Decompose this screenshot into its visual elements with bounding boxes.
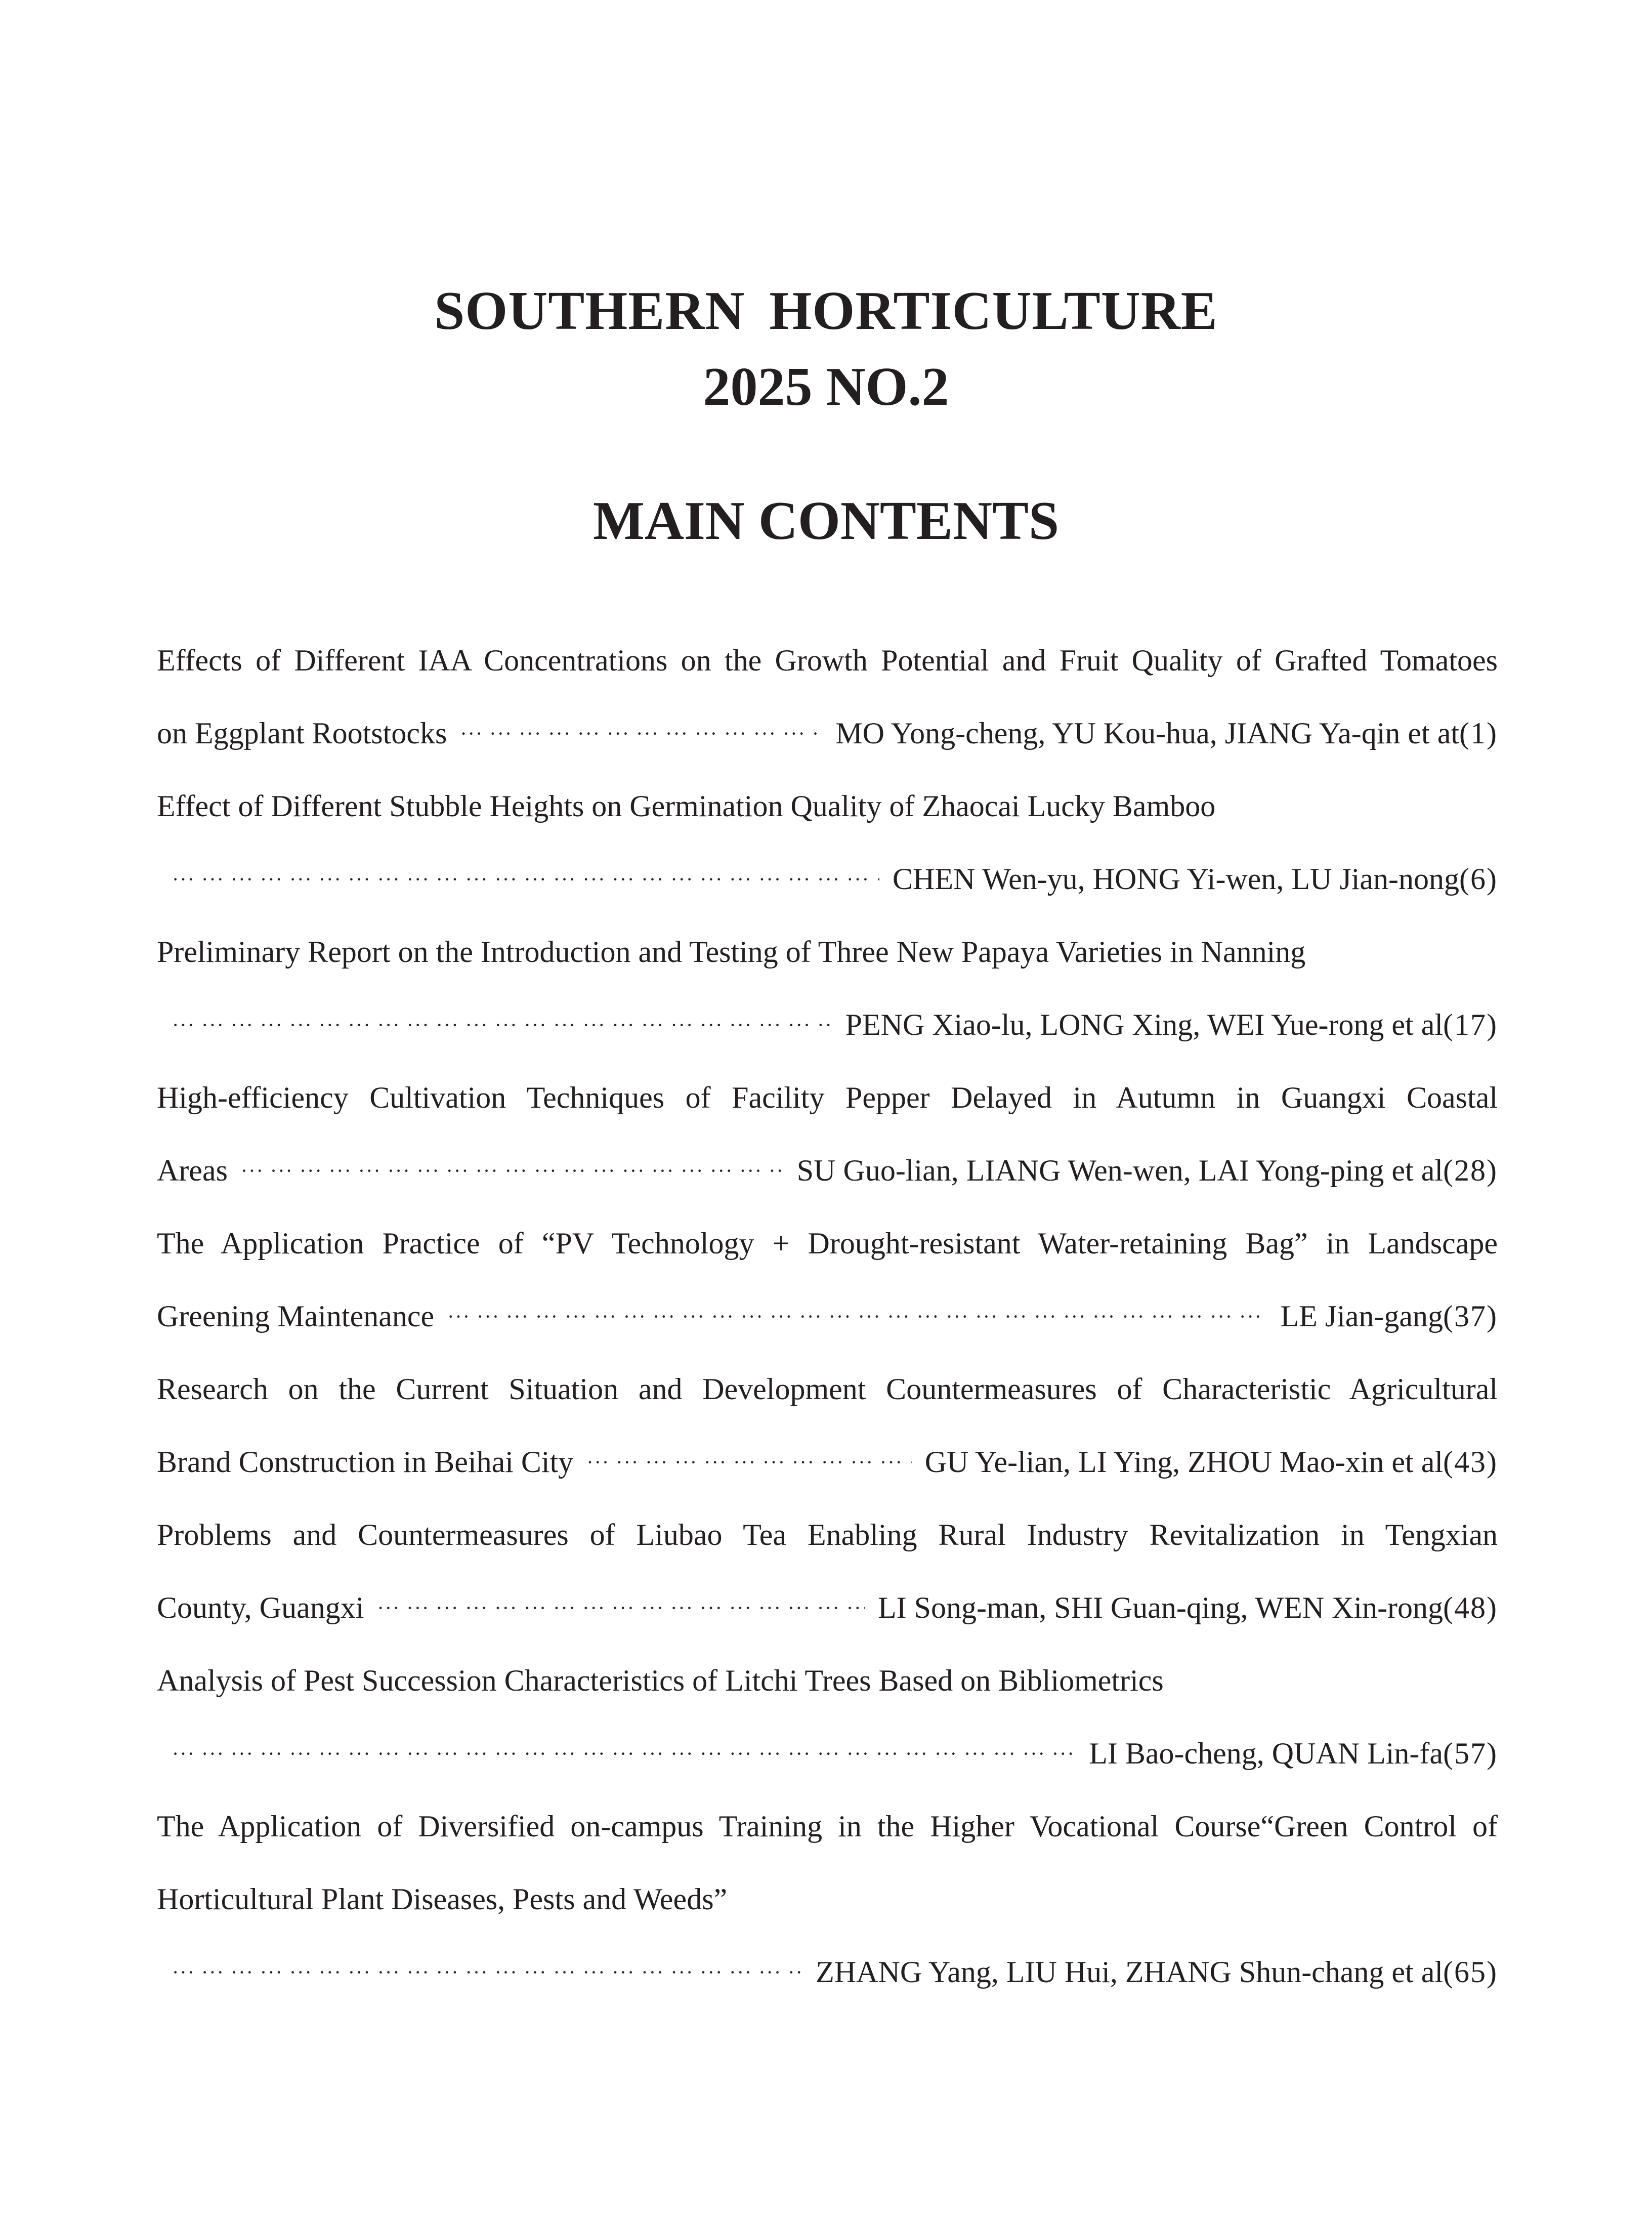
entry-title-line: Horticultural Plant Diseases, Pests and Weeds” (157, 1882, 728, 1916)
toc-entry-byline (157, 1947, 1498, 2020)
table-of-contents (157, 635, 1498, 2020)
entry-page: (17) (1443, 1008, 1498, 1041)
toc-entry-byline (157, 1582, 1498, 1655)
dot-leader (172, 1729, 1076, 1779)
entry-page: (6) (1459, 862, 1498, 896)
entry-title-line: High-efficiency Cultivation Techniques of Facility Pepper Delayed in Autumn in Guangxi Coastal (157, 1081, 1498, 1114)
toc-entry-title (157, 1655, 1498, 1728)
toc-entry-byline (157, 854, 1498, 927)
dot-leader (241, 1146, 784, 1196)
contents-heading: MAIN CONTENTS (592, 491, 1060, 551)
entry-title-line: The Application of Diversified on-campus Training in the Higher Vocational Course“Green Control of (157, 1810, 1498, 1843)
dot-leader (586, 1437, 911, 1488)
entry-title-line: Problems and Countermeasures of Liubao Tea Enabling Rural Industry Revitalization in Tengxian (157, 1518, 1498, 1551)
entry-title-line: The Application Practice of “PV Technology + Drought-resistant Water-retaining Bag” in Landscape (157, 1227, 1498, 1260)
entry-page: (43) (1443, 1445, 1498, 1479)
entry-authors: PENG Xiao-lu, LONG Xing, WEI Yue-rong et al(17) (845, 1008, 1498, 1041)
entry-title-line: Research on the Current Situation and Development Countermeasures of Characteristic Agricultural (157, 1372, 1498, 1406)
toc-entry-title (157, 1874, 1498, 1947)
entry-authors: LE Jian-gang(37) (1280, 1299, 1498, 1333)
toc-entry-title (157, 635, 1498, 708)
toc-entry-title (157, 1218, 1498, 1291)
dot-leader (172, 854, 879, 905)
entry-authors: LI Bao-cheng, QUAN Lin-fa(57) (1089, 1737, 1498, 1770)
entry-title-line: Effect of Different Stubble Heights on Germination Quality of Zhaocai Lucky Bamboo (157, 789, 1216, 823)
entry-authors: ZHANG Yang, LIU Hui, ZHANG Shun-chang et al(65) (816, 1955, 1498, 1989)
dot-leader (460, 708, 822, 759)
entry-authors: CHEN Wen-yu, HONG Yi-wen, LU Jian-nong(6) (893, 862, 1498, 896)
dot-leader (172, 1000, 832, 1051)
entry-title-line: Greening Maintenance (157, 1299, 435, 1333)
journal-header (0, 273, 1652, 425)
dot-leader (447, 1291, 1267, 1342)
entry-title-line: Preliminary Report on the Introduction and Testing of Three New Papaya Varieties in Nanning (157, 935, 1306, 969)
journal-title: SOUTHERN HORTICULTURE (434, 281, 1218, 341)
toc-entry-title (157, 927, 1498, 999)
entry-title-line: Areas (157, 1154, 228, 1187)
entry-title-line: County, Guangxi (157, 1591, 364, 1624)
entry-title-line: Brand Construction in Beihai City (157, 1445, 574, 1479)
entry-title-line: Effects of Different IAA Concentrations on the Growth Potential and Fruit Quality of Grafted Tomatoes (157, 644, 1498, 677)
entry-authors: GU Ye-lian, LI Ying, ZHOU Mao-xin et al(43) (924, 1445, 1498, 1479)
issue-number: 2025 NO.2 (703, 357, 949, 417)
entry-page: (57) (1443, 1737, 1498, 1770)
dot-leader (172, 1947, 802, 1998)
toc-entry-byline (157, 999, 1498, 1072)
toc-entry-title (157, 1364, 1498, 1437)
toc-entry-byline (157, 708, 1498, 781)
entry-title-line: on Eggplant Rootstocks (157, 717, 447, 750)
toc-entry-byline (157, 1437, 1498, 1509)
entry-page: (65) (1443, 1955, 1498, 1989)
toc-entry-title (157, 1072, 1498, 1145)
toc-entry-byline (157, 1291, 1498, 1364)
entry-page: (37) (1443, 1299, 1498, 1333)
dot-leader (377, 1583, 865, 1633)
entry-authors: SU Guo-lian, LIANG Wen-wen, LAI Yong-ping et al(28) (796, 1154, 1498, 1187)
toc-entry-title (157, 1801, 1498, 1874)
entry-authors: MO Yong-cheng, YU Kou-hua, JIANG Ya-qin et at(1) (835, 717, 1498, 750)
toc-entry-byline (157, 1145, 1498, 1218)
toc-entry-byline (157, 1728, 1498, 1801)
entry-authors: LI Song-man, SHI Guan-qing, WEN Xin-rong(48) (877, 1591, 1498, 1624)
entry-page: (28) (1443, 1154, 1498, 1187)
toc-entry-title (157, 781, 1498, 854)
toc-entry-title (157, 1509, 1498, 1582)
entry-page: (1) (1459, 717, 1498, 750)
entry-page: (48) (1443, 1591, 1498, 1624)
entry-title-line: Analysis of Pest Succession Characteristics of Litchi Trees Based on Bibliometrics (157, 1664, 1164, 1697)
